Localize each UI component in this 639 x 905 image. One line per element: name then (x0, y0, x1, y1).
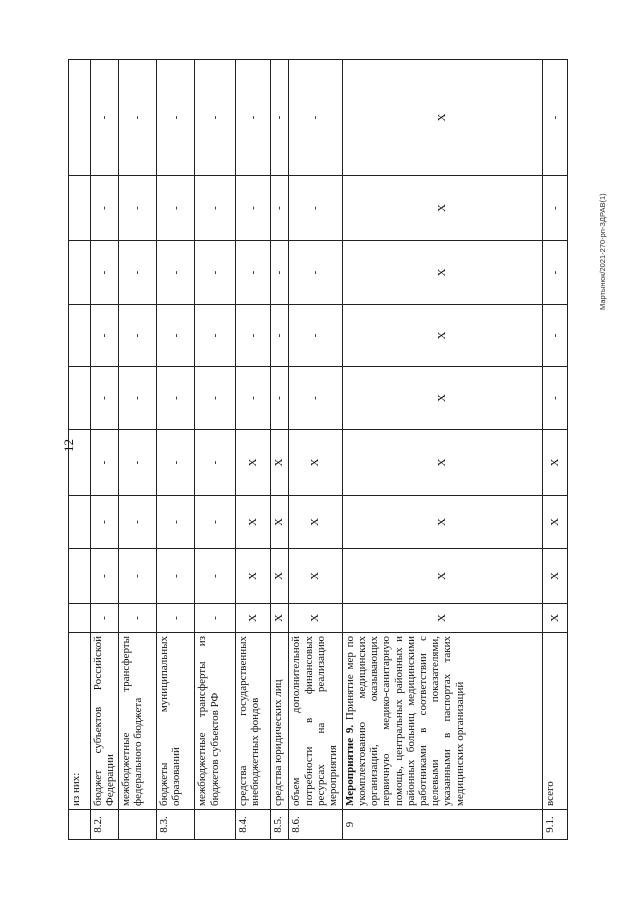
value-cell: - (543, 367, 568, 430)
value-cell: - (90, 241, 118, 305)
row-label-text: бюджет субъектов Российской Федерации (91, 636, 116, 806)
value-cell: - (157, 60, 195, 176)
value-cell: - (289, 60, 343, 176)
row-number-cell: 8.6. (289, 810, 343, 840)
value-cell: X (543, 604, 568, 633)
value-cell: - (195, 305, 235, 367)
value-cell: - (157, 549, 195, 604)
value-cell: - (157, 241, 195, 305)
value-cell: X (342, 430, 542, 496)
table-row (543, 60, 568, 840)
row-number-cell (195, 810, 235, 840)
value-cell (69, 496, 91, 549)
value-cell: - (157, 176, 195, 241)
value-cell: - (289, 241, 343, 305)
value-cell: - (289, 176, 343, 241)
value-cell: - (118, 496, 156, 549)
row-label-text: всего (544, 781, 557, 806)
row-label-cell (195, 633, 235, 810)
value-cell: - (195, 241, 235, 305)
value-cell: X (270, 604, 289, 633)
row-label-cell (118, 633, 156, 810)
row-number-cell (118, 810, 156, 840)
value-cell: - (195, 496, 235, 549)
document-footer: Мартынюк/2021-270-рп-ЗДРАВ(1) (598, 193, 607, 310)
row-number-cell: 8.3. (157, 810, 195, 840)
table-row (289, 60, 343, 840)
row-label-text: бюджеты муниципальных образований (158, 636, 183, 806)
value-cell (69, 241, 91, 305)
value-cell: - (195, 549, 235, 604)
row-number-cell: 9.1. (543, 810, 568, 840)
row-label-cell (69, 633, 91, 810)
table-row (270, 60, 289, 840)
value-cell: - (270, 60, 289, 176)
page-number: 12 (61, 439, 76, 452)
value-cell (69, 367, 91, 430)
value-cell: - (118, 241, 156, 305)
value-cell: - (195, 60, 235, 176)
value-cell: - (270, 241, 289, 305)
value-cell: - (90, 604, 118, 633)
value-cell: X (342, 549, 542, 604)
row-label-text: межбюджетные трансферты федерального бюджета (119, 636, 145, 806)
value-cell (69, 604, 91, 633)
row-label-cell (342, 633, 542, 810)
value-cell: - (195, 430, 235, 496)
value-cell: - (235, 60, 270, 176)
value-cell: X (543, 549, 568, 604)
value-cell: - (118, 305, 156, 367)
row-label-text: средства государственных внебюджетных фондов (236, 636, 261, 806)
value-cell: X (342, 241, 542, 305)
value-cell: - (90, 549, 118, 604)
value-cell: - (157, 604, 195, 633)
row-number-cell: 8.4. (235, 810, 270, 840)
row-label-text: межбюджетные трансферты из бюджетов субъектов РФ (196, 636, 221, 806)
budget-table-rotated (68, 60, 568, 840)
measure-title: Мероприятие 9. (343, 724, 356, 806)
value-cell: X (543, 496, 568, 549)
value-cell: - (118, 430, 156, 496)
value-cell: - (235, 367, 270, 430)
value-cell: - (270, 305, 289, 367)
value-cell: - (118, 549, 156, 604)
value-cell: - (118, 176, 156, 241)
row-label-text: объем дополнительной потребности в финансовых ресурсах на реализацию мероприятия (290, 636, 339, 806)
value-cell: X (342, 367, 542, 430)
value-cell: - (235, 305, 270, 367)
row-label-cell (235, 633, 270, 810)
value-cell: X (342, 604, 542, 633)
value-cell: - (157, 305, 195, 367)
value-cell: - (235, 176, 270, 241)
value-cell: - (543, 176, 568, 241)
row-label-cell (157, 633, 195, 810)
table-row (90, 60, 118, 840)
value-cell: - (195, 176, 235, 241)
table-row (157, 60, 195, 840)
row-label-text: средства юридических лиц (271, 679, 284, 806)
value-cell: X (342, 176, 542, 241)
value-cell: - (235, 241, 270, 305)
table-row (69, 60, 91, 840)
value-cell: - (289, 305, 343, 367)
value-cell: - (270, 176, 289, 241)
value-cell: - (90, 496, 118, 549)
value-cell: - (270, 367, 289, 430)
value-cell: - (195, 604, 235, 633)
value-cell: X (289, 549, 343, 604)
value-cell (69, 305, 91, 367)
value-cell: X (342, 305, 542, 367)
value-cell: X (235, 549, 270, 604)
table-row (195, 60, 235, 840)
table-row (342, 60, 542, 840)
value-cell: - (118, 60, 156, 176)
value-cell: - (118, 604, 156, 633)
value-cell (69, 549, 91, 604)
value-cell: - (195, 367, 235, 430)
value-cell: X (235, 604, 270, 633)
row-label-text: из них: (70, 772, 82, 806)
value-cell: X (270, 549, 289, 604)
value-cell: - (90, 430, 118, 496)
value-cell: - (157, 430, 195, 496)
value-cell: - (543, 305, 568, 367)
value-cell: X (289, 430, 343, 496)
value-cell: - (543, 60, 568, 176)
value-cell: - (289, 367, 343, 430)
value-cell: - (90, 60, 118, 176)
row-label-cell (270, 633, 289, 810)
value-cell: X (543, 430, 568, 496)
row-number-cell: 8.2. (90, 810, 118, 840)
table-row (235, 60, 270, 840)
value-cell (69, 430, 91, 496)
table-row (118, 60, 156, 840)
budget-table (68, 59, 568, 840)
value-cell: X (270, 430, 289, 496)
row-label-cell (90, 633, 118, 810)
value-cell: X (289, 496, 343, 549)
value-cell: - (157, 367, 195, 430)
row-number-cell (69, 810, 91, 840)
value-cell: X (289, 604, 343, 633)
value-cell (69, 60, 91, 176)
value-cell: X (235, 496, 270, 549)
row-label-cell (289, 633, 343, 810)
value-cell (69, 176, 91, 241)
value-cell: - (543, 241, 568, 305)
value-cell: X (270, 496, 289, 549)
row-number-cell: 8.5. (270, 810, 289, 840)
value-cell: - (90, 367, 118, 430)
value-cell: X (342, 60, 542, 176)
row-label-text: Принятие мер по укомплектованию медицинских организаций, оказывающих первичную медико-санитарную помощь, центральных районных и районных больниц медицинскими работниками в соответствии с целевыми показателями, указанными в паспортах таких медицинских организаций (343, 636, 466, 806)
row-label-cell (543, 633, 568, 810)
value-cell: - (157, 496, 195, 549)
value-cell: X (342, 496, 542, 549)
value-cell: X (235, 430, 270, 496)
value-cell: - (90, 305, 118, 367)
row-number-cell: 9 (342, 810, 542, 840)
value-cell: - (118, 367, 156, 430)
value-cell: - (90, 176, 118, 241)
